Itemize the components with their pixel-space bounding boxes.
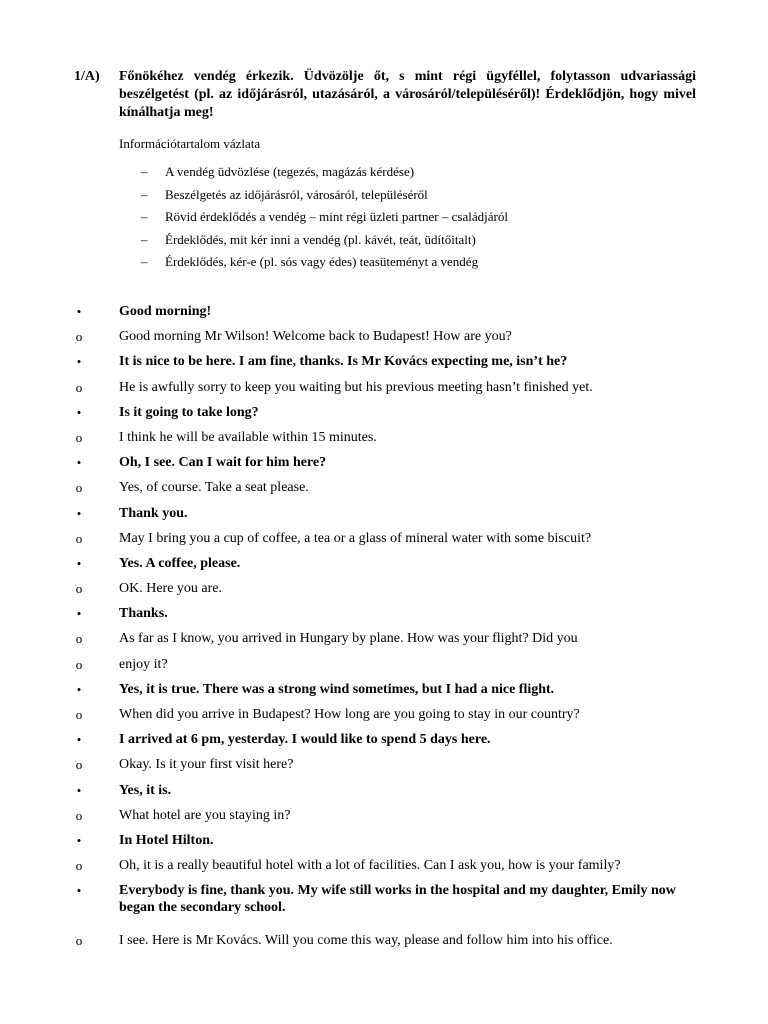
dialogue-text: He is awfully sorry to keep you waiting but his previous meeting hasn’t finished yet.	[119, 379, 593, 395]
dialogue-line-guest	[0, 353, 768, 378]
dialogue-text: As far as I know, you arrived in Hungary by plane. How was your flight? Did you	[119, 631, 578, 647]
dialogue-text: Okay. Is it your first visit here?	[119, 757, 294, 773]
dialogue-text: Yes, of course. Take a seat please.	[119, 480, 309, 496]
filled-bullet-icon: •	[76, 681, 82, 697]
outline-item-3	[141, 209, 661, 232]
dialogue-line-host	[0, 630, 768, 655]
hollow-bullet-icon: o	[75, 707, 83, 722]
dialogue-text: I think he will be available within 15 minutes.	[119, 429, 377, 445]
dialogue-line-host	[0, 429, 768, 454]
dash-bullet-icon: –	[141, 231, 148, 247]
dialogue-text: What hotel are you staying in?	[119, 807, 291, 823]
filled-bullet-icon: •	[76, 505, 82, 521]
dialogue-text: When did you arrive in Budapest? How long are you going to stay in our country?	[119, 707, 580, 722]
dialogue-text: In Hotel Hilton.	[119, 832, 214, 848]
dash-bullet-icon: –	[141, 209, 148, 224]
hollow-bullet-icon: o	[75, 631, 83, 647]
dialogue-text: Good morning!	[119, 304, 212, 319]
outline-item-text: Érdeklődés, mit kér inni a vendég (pl. kávét, teát, üdítőitalt)	[165, 231, 476, 247]
dialogue-line-guest	[0, 731, 768, 756]
hollow-bullet-icon: o	[75, 757, 83, 773]
filled-bullet-icon: •	[76, 455, 82, 471]
outline-item-1	[141, 164, 661, 187]
dialogue-line-guest	[0, 681, 768, 706]
dialogue-text: OK. Here you are.	[119, 581, 223, 597]
outline-item-text: Rövid érdeklődés a vendég – mint régi üzleti partner – családjáról	[165, 209, 508, 224]
task-number: 1/A)	[74, 69, 100, 84]
dialogue-text: Everybody is fine, thank you. My wife still works in the hospital and my daughter, Emily now began the secondary school.	[119, 883, 676, 916]
dash-bullet-icon: –	[141, 186, 148, 202]
dialogue-text: May I bring you a cup of coffee, a tea or a glass of mineral water with some biscuit?	[119, 530, 592, 546]
dialogue-text: I see. Here is Mr Kovács. Will you come this way, please and follow him into his office.	[119, 933, 613, 949]
dialogue-line-host	[0, 756, 768, 781]
hollow-bullet-icon: o	[75, 379, 83, 395]
dialogue-line-guest	[0, 832, 768, 857]
outline-title: Információtartalom vázlata	[119, 136, 261, 151]
filled-bullet-icon: •	[76, 782, 82, 798]
dialogue-line-guest	[0, 605, 768, 630]
dialogue-line-host	[0, 328, 768, 353]
outline-item-2	[141, 187, 661, 210]
dialogue-line-host	[0, 706, 768, 731]
dialogue-text: Thanks.	[119, 606, 168, 622]
dialogue-line-host	[0, 807, 768, 832]
dialogue-line-host	[0, 580, 768, 605]
dialogue-text: Yes, it is.	[119, 782, 172, 798]
dialogue-line-guest	[0, 782, 768, 807]
dialogue-line-host	[0, 379, 768, 404]
hollow-bullet-icon: o	[75, 429, 83, 445]
outline-item-text: A vendég üdvözlése (tegezés, magázás kérdése)	[165, 164, 415, 179]
filled-bullet-icon: •	[76, 304, 82, 319]
outline-item-5	[141, 254, 661, 277]
outline-item-text: Beszélgetés az időjárásról, városáról, településéről	[165, 186, 428, 202]
hollow-bullet-icon: o	[75, 858, 83, 874]
task-instructions: Főnökéhez vendég érkezik. Üdvözölje őt, s mint régi ügyféllel, folytasson udvariassági beszélgetést (pl. az időjárásról, utazásáról, a városáról/településéről)! Érdeklődjön, hogy mivel kínálhatja meg!	[119, 69, 696, 120]
filled-bullet-icon: •	[76, 732, 82, 748]
dialogue-line-guest	[0, 505, 768, 530]
dash-bullet-icon: –	[141, 254, 148, 269]
hollow-bullet-icon: o	[75, 807, 83, 823]
hollow-bullet-icon: o	[75, 581, 83, 597]
filled-bullet-icon: •	[76, 354, 82, 370]
dialogue-line-guest	[0, 555, 768, 580]
dialogue-text: Yes. A coffee, please.	[119, 555, 241, 571]
dialogue-line-host	[0, 479, 768, 504]
filled-bullet-icon: •	[76, 555, 82, 571]
filled-bullet-icon: •	[76, 404, 82, 420]
outline-item-text: Érdeklődés, kér-e (pl. sós vagy édes) teasüteményt a vendég	[165, 254, 479, 269]
outline-item-4	[141, 232, 661, 255]
dialogue-text: enjoy it?	[119, 656, 168, 672]
dialogue-text: It is nice to be here. I am fine, thanks. Is Mr Kovács expecting me, isn’t he?	[119, 354, 568, 370]
hollow-bullet-icon: o	[75, 329, 83, 345]
dialogue-line-guest	[0, 454, 768, 479]
hollow-bullet-icon: o	[75, 480, 83, 496]
dialogue-line-guest	[0, 882, 768, 932]
dialogue-line-host	[0, 656, 768, 681]
hollow-bullet-icon: o	[75, 530, 83, 546]
outline-list	[141, 164, 661, 277]
dialogue-text: Thank you.	[119, 505, 188, 521]
filled-bullet-icon: •	[76, 883, 82, 899]
dash-bullet-icon: –	[141, 164, 148, 179]
dialogue-text: Oh, I see. Can I wait for him here?	[119, 455, 327, 471]
hollow-bullet-icon: o	[75, 933, 83, 949]
dialogue-text: I arrived at 6 pm, yesterday. I would like to spend 5 days here.	[119, 732, 491, 748]
dialogue-line-host	[0, 530, 768, 555]
filled-bullet-icon: •	[76, 832, 82, 848]
dialogue-text: Oh, it is a really beautiful hotel with a lot of facilities. Can I ask you, how is your family?	[119, 858, 621, 874]
dialogue-text: Good morning Mr Wilson! Welcome back to Budapest! How are you?	[119, 329, 512, 345]
filled-bullet-icon: •	[76, 606, 82, 622]
dialogue-line-host	[0, 932, 768, 957]
dialogue-line-host	[0, 857, 768, 882]
dialogue-list	[0, 303, 768, 958]
dialogue-text: Is it going to take long?	[119, 404, 259, 420]
dialogue-text: Yes, it is true. There was a strong wind sometimes, but I had a nice flight.	[119, 681, 555, 697]
hollow-bullet-icon: o	[75, 656, 83, 672]
dialogue-line-guest	[0, 303, 768, 328]
dialogue-line-guest	[0, 404, 768, 429]
